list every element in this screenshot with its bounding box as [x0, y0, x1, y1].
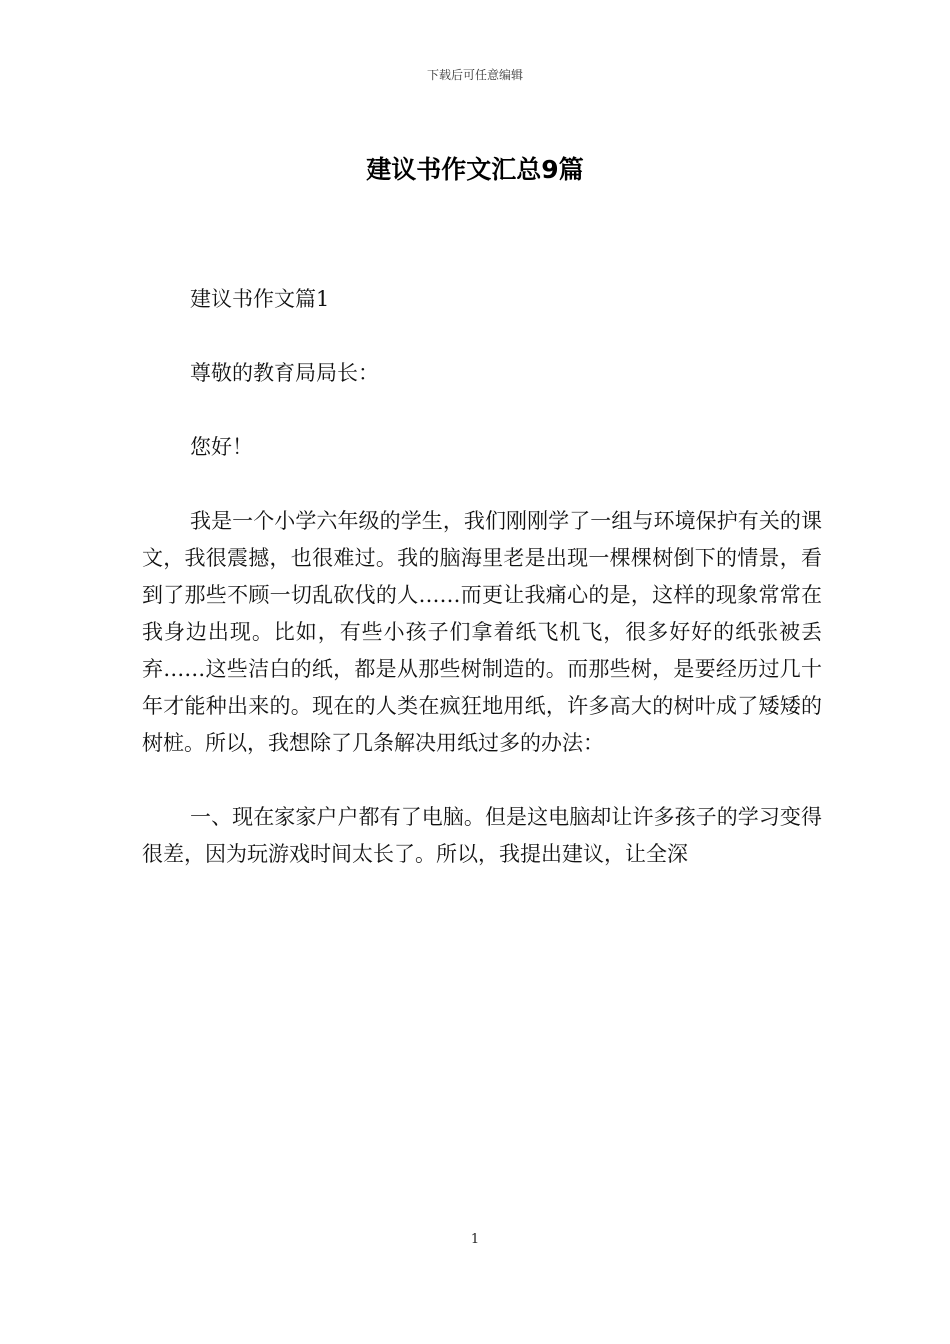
header-note: 下载后可任意编辑	[426, 68, 523, 82]
greeting: 您好！	[190, 435, 253, 459]
document-title: 建议书作文汇总9篇	[366, 155, 584, 184]
document-body	[142, 281, 822, 910]
page-number: 1	[470, 1232, 480, 1247]
salutation: 尊敬的教育局局长：	[190, 361, 379, 385]
section-heading: 建议书作文篇1	[190, 287, 330, 311]
body-paragraph: 一、现在家家户户都有了电脑。但是这电脑却让许多孩子的学习变得很差，因为玩游戏时间太长了。所以，我提出建议，让全深	[142, 805, 822, 866]
body-paragraph: 我是一个小学六年级的学生，我们刚刚学了一组与环境保护有关的课文，我很震撼，也很难过。我的脑海里老是出现一棵棵树倒下的情景，看到了那些不顾一切乱砍伐的人……而更让我痛心的是，这样的现象常常在我身边出现。比如，有些小孩子们拿着纸飞机飞，很多好好的纸张被丢弃……这些洁白的纸，都是从那些树制造的。而那些树，是要经历过几十年才能种出来的。现在的人类在疯狂地用纸，许多高大的树叶成了矮矮的树桩。所以，我想除了几条解决用纸过多的办法：	[142, 509, 822, 755]
